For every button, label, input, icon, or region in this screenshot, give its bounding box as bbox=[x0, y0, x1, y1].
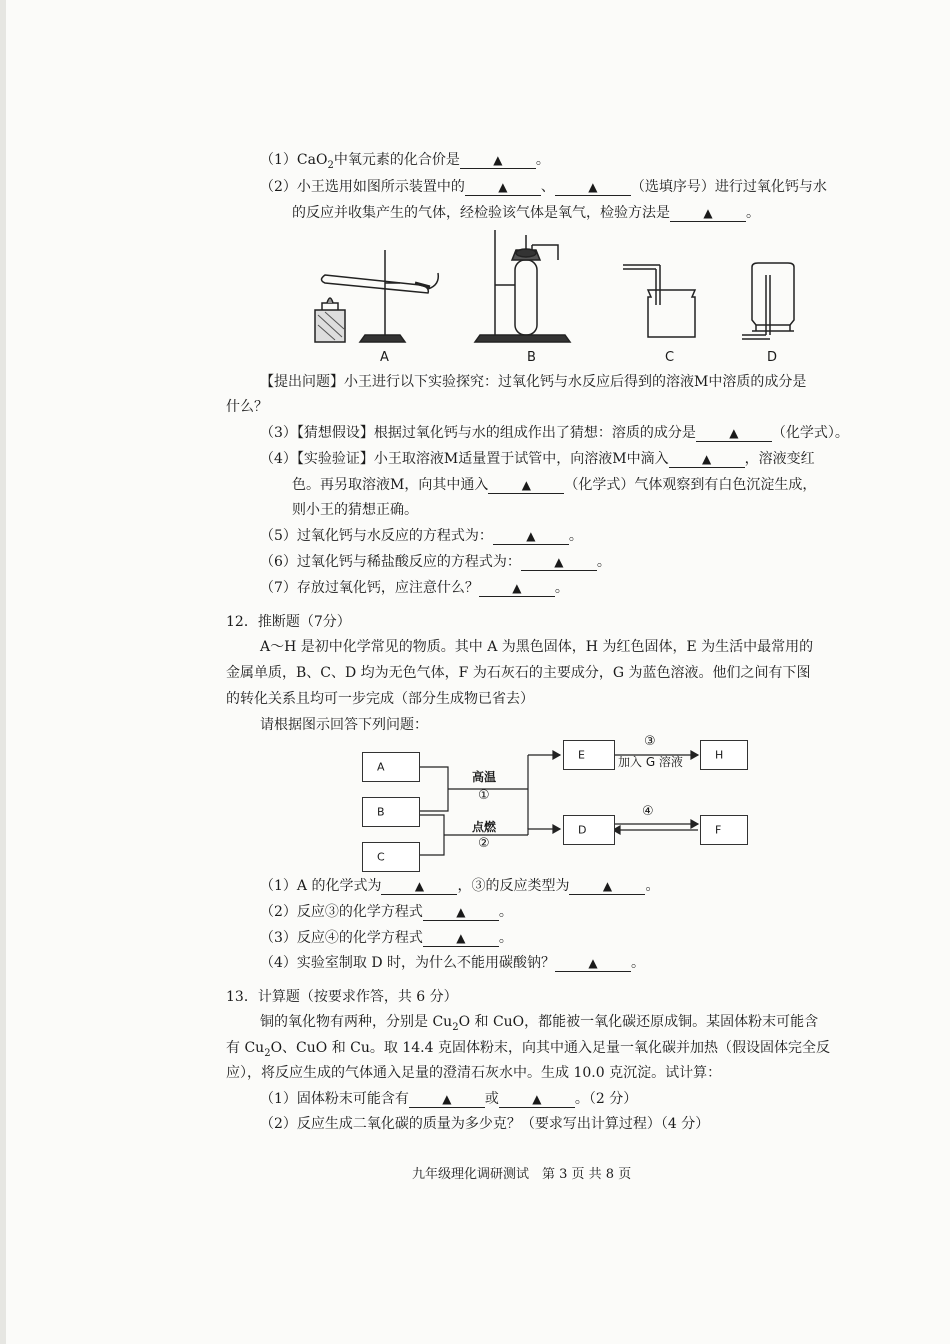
q11-part4-line1: （4）【实验验证】小王取溶液M适量置于试管中，向溶液M中滴入 ▲ ，溶液变红 bbox=[260, 451, 815, 467]
q13-part1: （1）固体粉末可能含有 ▲ 或 ▲ 。（2 分） bbox=[260, 1091, 638, 1107]
apparatus-b-icon bbox=[475, 230, 570, 342]
question-prompt-line2: 什么？ bbox=[226, 399, 268, 415]
condition-ignite: 点燃 bbox=[472, 820, 497, 834]
q11-part7: （7）存放过氧化钙，应注意什么？ ▲ 。 bbox=[260, 580, 569, 596]
node-c: C bbox=[362, 842, 420, 872]
scan-edge bbox=[0, 0, 6, 1344]
q12-body-line1: A～H 是初中化学常见的物质。其中 A 为黑色固体，H 为红色固体，E 为生活中最常用的 bbox=[260, 639, 814, 655]
answer-blank[interactable]: ▲ bbox=[460, 151, 536, 169]
q11-part5: （5）过氧化钙与水反应的方程式为： ▲ 。 bbox=[260, 528, 583, 544]
reaction-2-label: ② bbox=[478, 836, 490, 851]
answer-blank[interactable]: ▲ bbox=[465, 178, 541, 196]
q13-body-line2: 有 $Cu_2O$、CuO 和 Cu。取 14.4 克固体粉末，向其中通入足量一氧化碳并加热（假设固体完全反 bbox=[226, 1040, 830, 1059]
answer-blank[interactable]: ▲ bbox=[488, 476, 564, 494]
apparatus-figure bbox=[300, 225, 800, 370]
q11-part1: （1）CaO$_2$中氧元素的化合价是 ▲ 。 bbox=[260, 152, 550, 171]
node-b: B bbox=[362, 797, 420, 827]
answer-blank[interactable]: ▲ bbox=[423, 903, 499, 921]
q11-part2-line1: （2）小王选用如图所示装置中的 ▲ 、 ▲ （选填序号）进行过氧化钙与水 bbox=[260, 179, 827, 195]
q13-part2: （2）反应生成二氧化碳的质量为多少克？（要求写出计算过程）（4 分） bbox=[260, 1116, 710, 1132]
answer-blank[interactable]: ▲ bbox=[479, 579, 555, 597]
condition-add-g: 加入 G 溶液 bbox=[618, 755, 683, 769]
node-d: D bbox=[563, 815, 615, 845]
q11-part2-line2: 的反应并收集产生的气体，经检验该气体是氧气，检验方法是 ▲ 。 bbox=[292, 205, 760, 221]
apparatus-label-a: A bbox=[380, 350, 389, 365]
apparatus-label-c: C bbox=[665, 350, 675, 365]
answer-blank[interactable]: ▲ bbox=[499, 1090, 575, 1108]
q13-title: 13．计算题（按要求作答，共 6 分） bbox=[226, 989, 458, 1005]
node-a: A bbox=[362, 752, 420, 782]
q11-part4-line2: 色。再另取溶液M，向其中通入 ▲ （化学式）气体观察到有白色沉淀生成， bbox=[292, 477, 817, 493]
reaction-1-label: ① bbox=[478, 788, 490, 803]
apparatus-c-icon bbox=[623, 265, 695, 337]
answer-blank[interactable]: ▲ bbox=[493, 527, 569, 545]
q12-body-line2: 金属单质，B、C、D 均为无色气体，F 为石灰石的主要成分，G 为蓝色溶液。他们之间有下图 bbox=[226, 665, 811, 681]
reaction-3-label: ③ bbox=[644, 734, 656, 749]
answer-blank[interactable]: ▲ bbox=[381, 877, 457, 895]
q12-part4: （4）实验室制取 D 时，为什么不能用碳酸钠？ ▲ 。 bbox=[260, 955, 646, 971]
apparatus-a-icon bbox=[315, 250, 438, 342]
apparatus-label-b: B bbox=[527, 350, 536, 365]
answer-blank[interactable]: ▲ bbox=[696, 424, 772, 442]
answer-blank[interactable]: ▲ bbox=[521, 553, 597, 571]
q11-part6: （6）过氧化钙与稀盐酸反应的方程式为： ▲ 。 bbox=[260, 554, 611, 570]
page-footer: 九年级理化调研测试 第 3 页 共 8 页 bbox=[412, 1167, 632, 1182]
q11-part4-line3: 则小王的猜想正确。 bbox=[292, 502, 418, 518]
answer-blank[interactable]: ▲ bbox=[569, 877, 645, 895]
node-h: H bbox=[700, 740, 748, 770]
node-f: F bbox=[700, 815, 748, 845]
q12-title: 12．推断题（7分） bbox=[226, 614, 351, 630]
q11-part3: （3）【猜想假设】根据过氧化钙与水的组成作出了猜想：溶质的成分是 ▲ （化学式）。 bbox=[260, 425, 849, 441]
q12-part1: （1）A 的化学式为 ▲ ，③的反应类型为 ▲ 。 bbox=[260, 878, 660, 894]
answer-blank[interactable]: ▲ bbox=[555, 954, 631, 972]
apparatus-label-d: D bbox=[767, 350, 778, 365]
q13-body-line1: 铜的氧化物有两种，分别是 $Cu_2O$ 和 CuO，都能被一氧化碳还原成铜。某固体粉末可能含 bbox=[260, 1014, 819, 1033]
answer-blank[interactable]: ▲ bbox=[409, 1090, 485, 1108]
apparatus-d-icon bbox=[742, 263, 794, 339]
answer-blank[interactable]: ▲ bbox=[555, 178, 631, 196]
answer-blank[interactable]: ▲ bbox=[669, 450, 745, 468]
q12-prompt: 请根据图示回答下列问题： bbox=[260, 717, 428, 733]
answer-blank[interactable]: ▲ bbox=[670, 204, 746, 222]
question-prompt-line1: 【提出问题】小王进行以下实验探究：过氧化钙与水反应后得到的溶液M中溶质的成分是 bbox=[260, 374, 807, 390]
node-e: E bbox=[563, 740, 615, 770]
q12-body-line3: 的转化关系且均可一步完成（部分生成物已省去） bbox=[226, 691, 534, 707]
q12-part3: （3）反应④的化学方程式 ▲ 。 bbox=[260, 930, 513, 946]
reaction-4-label: ④ bbox=[642, 804, 654, 819]
answer-blank[interactable]: ▲ bbox=[423, 929, 499, 947]
condition-high-temp: 高温 bbox=[472, 770, 497, 784]
q13-body-line3: 应），将反应生成的气体通入足量的澄清石灰水中。生成 10.0 克沉淀。试计算： bbox=[226, 1065, 722, 1081]
q12-part2: （2）反应③的化学方程式 ▲ 。 bbox=[260, 904, 513, 920]
